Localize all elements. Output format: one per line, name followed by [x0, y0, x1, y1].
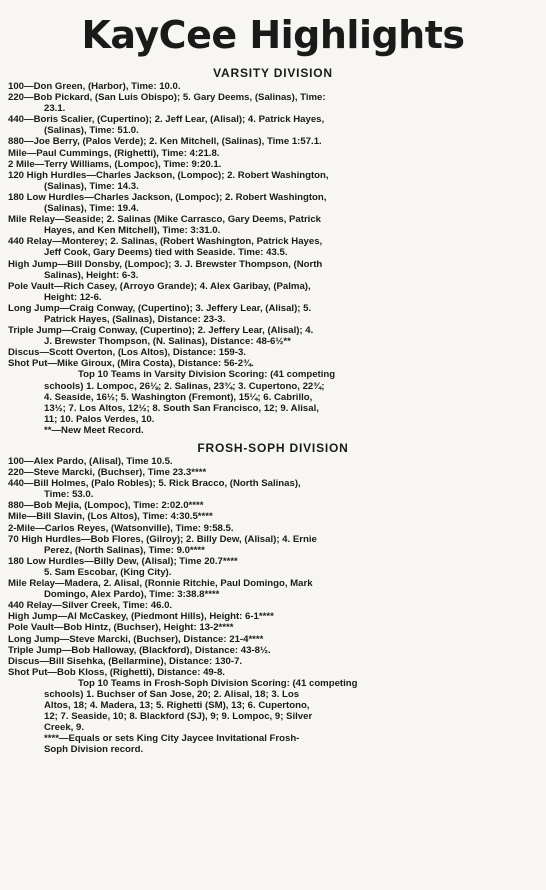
varsity-result-line: High Jump—Bill Donsby, (Lompoc); 3. J. Brewster Thompson, (North — [8, 258, 323, 270]
varsity-result-line: Shot Put—Mike Giroux, (Mira Costa), Distance: 56-2¾. — [8, 358, 254, 370]
varsity-result-line: 23.1. — [44, 103, 66, 115]
frosh-soph-result-line: Shot Put—Bob Kloss, (Righetti), Distance: 49-8. — [8, 666, 225, 678]
varsity-results — [8, 81, 538, 436]
varsity-result-line: 13½; 7. Los Altos, 12½; 8. South San Francisco, 12; 9. Alisal, — [44, 402, 319, 414]
varsity-result-line: J. Brewster Thompson, (N. Salinas), Distance: 48-6½** — [44, 336, 291, 348]
varsity-result-line: Jeff Cook, Gary Deems) tied with Seaside. Time: 43.5. — [44, 247, 288, 259]
varsity-result-line: 440 Relay—Monterey; 2. Salinas, (Robert Washington, Patrick Hayes, — [8, 236, 323, 248]
frosh-soph-result-line: Perez, (North Salinas), Time: 9.0**** — [44, 544, 205, 556]
varsity-result-line: (Salinas), Time: 19.4. — [44, 203, 139, 215]
frosh-soph-division-heading: FROSH-SOPH DIVISION — [197, 441, 349, 455]
frosh-soph-result-line: 180 Low Hurdles—Billy Dew, (Alisal); Time 20.7**** — [8, 555, 238, 567]
varsity-result-line: Patrick Hayes, (Salinas), Distance: 23-3. — [44, 313, 226, 325]
varsity-result-line: 120 High Hurdles—Charles Jackson, (Lompoc); 2. Robert Washington, — [8, 169, 329, 181]
frosh-soph-result-line: 12; 7. Seaside, 10; 8. Blackford (SJ), 9; 9. Lompoc, 9; Silver — [44, 711, 313, 723]
frosh-soph-result-line: Soph Division record. — [44, 744, 144, 756]
frosh-soph-result-line: Time: 53.0. — [44, 489, 94, 501]
varsity-result-line: Hayes, and Ken Mitchell), Time: 3:31.0. — [44, 225, 221, 237]
frosh-soph-result-line: 440—Bill Holmes, (Palo Robles); 5. Rick Bracco, (North Salinas), — [8, 478, 301, 490]
varsity-result-line: (Salinas), Time: 14.3. — [44, 180, 139, 192]
varsity-result-line: 220—Bob Pickard, (San Luis Obispo); 5. Gary Deems, (Salinas), Time: — [8, 92, 326, 104]
frosh-soph-result-line: 100—Alex Pardo, (Alisal), Time 10.5. — [8, 456, 173, 467]
varsity-result-line: Height: 12-6. — [44, 291, 102, 303]
varsity-result-line: 180 Low Hurdles—Charles Jackson, (Lompoc); 2. Robert Washington, — [8, 191, 327, 203]
frosh-soph-result-line: Top 10 Teams in Frosh-Soph Division Scoring: (41 competing — [78, 677, 358, 689]
frosh-soph-result-line: 5. Sam Escobar, (King City). — [44, 566, 172, 578]
section-gap — [8, 436, 538, 439]
varsity-result-line: 4. Seaside, 16½; 5. Washington (Fremont), 15¼; 6. Cabrillo, — [44, 391, 313, 403]
varsity-result-line: 880—Joe Berry, (Palos Verde); 2. Ken Mitchell, (Salinas), Time 1:57.1. — [8, 136, 322, 148]
frosh-soph-result-line: Altos, 18; 4. Madera, 13; 5. Righetti (SM), 13; 6. Cupertono, — [44, 700, 310, 712]
varsity-result-line: (Salinas), Time: 51.0. — [44, 125, 139, 137]
varsity-result-line: Long Jump—Craig Conway, (Cupertino); 3. Jeffery Lear, (Alisal); 5. — [8, 302, 312, 314]
varsity-result-line: Mile Relay—Seaside; 2. Salinas (Mike Carrasco, Gary Deems, Patrick — [8, 214, 322, 226]
varsity-result-line: Salinas), Height: 6-3. — [44, 269, 139, 281]
frosh-soph-result-line: Long Jump—Steve Marcki, (Buchser), Distance: 21-4**** — [8, 633, 264, 645]
varsity-result-line: 100—Don Green, (Harbor), Time: 10.0. — [8, 81, 181, 92]
varsity-result-line: 11; 10. Palos Verdes, 10. — [44, 413, 155, 425]
varsity-result-line: Top 10 Teams in Varsity Division Scoring: (41 competing — [78, 369, 336, 381]
frosh-soph-result-line: 70 High Hurdles—Bob Flores, (Gilroy); 2. Billy Dew, (Alisal); 4. Ernie — [8, 533, 317, 545]
varsity-result-line: Pole Vault—Rich Casey, (Arroyo Grande); 4. Alex Garibay, (Palma), — [8, 280, 311, 292]
frosh-soph-result-line: Discus—Bill Sisehka, (Bellarmine), Distance: 130-7. — [8, 655, 243, 667]
frosh-soph-result-line: 2-Mile—Carlos Reyes, (Watsonville), Time: 9:58.5. — [8, 522, 234, 534]
varsity-result-line: Mile—Paul Cummings, (Righetti), Time: 4:21.8. — [8, 147, 220, 159]
frosh-soph-result-line: schools) 1. Buchser of San Jose, 20; 2. Alisal, 18; 3. Los — [44, 688, 300, 700]
frosh-soph-result-line: Domingo, Alex Pardo), Time: 3:38.8**** — [44, 589, 220, 601]
frosh-soph-results — [8, 456, 538, 756]
frosh-soph-result-line: ****—Equals or sets King City Jaycee Invitational Frosh- — [44, 733, 300, 745]
varsity-result-line: Triple Jump—Craig Conway, (Cupertino); 2. Jeffery Lear, (Alisal); 4. — [8, 325, 314, 337]
frosh-soph-result-line: 880—Bob Mejia, (Lompoc), Time: 2:02.0**** — [8, 500, 204, 512]
varsity-result-line: 440—Boris Scalier, (Cupertino); 2. Jeff Lear, (Alisal); 4. Patrick Hayes, — [8, 114, 325, 126]
varsity-division-heading: VARSITY DIVISION — [213, 66, 333, 80]
frosh-soph-result-line: Mile—Bill Slavin, (Los Altos), Time: 4:30.5**** — [8, 511, 213, 523]
frosh-soph-result-line: Triple Jump—Bob Halloway, (Blackford), Distance: 43-8½. — [8, 644, 271, 656]
frosh-soph-result-line: High Jump—Al McCaskey, (Piedmont Hills), Height: 6-1**** — [8, 611, 274, 623]
varsity-result-line: **—New Meet Record. — [44, 424, 144, 436]
frosh-soph-result-line: Pole Vault—Bob Hintz, (Buchser), Height: 13-2**** — [8, 622, 234, 634]
frosh-soph-result-line: Creek, 9. — [44, 722, 85, 734]
varsity-result-line: schools) 1. Lompoc, 26⅛; 2. Salinas, 23¾; 3. Cupertono, 22¾; — [44, 380, 325, 392]
frosh-soph-result-line: 440 Relay—Silver Creek, Time: 46.0. — [8, 600, 173, 612]
headline: KayCee Highlights — [81, 13, 465, 57]
frosh-soph-result-line: Mile Relay—Madera, 2. Alisal, (Ronnie Ritchie, Paul Domingo, Mark — [8, 578, 313, 590]
varsity-result-line: Discus—Scott Overton, (Los Altos), Distance: 159-3. — [8, 347, 246, 359]
varsity-result-line: 2 Mile—Terry Williams, (Lompoc), Time: 9:20.1. — [8, 158, 222, 170]
frosh-soph-result-line: 220—Steve Marcki, (Buchser), Time 23.3**** — [8, 467, 207, 479]
